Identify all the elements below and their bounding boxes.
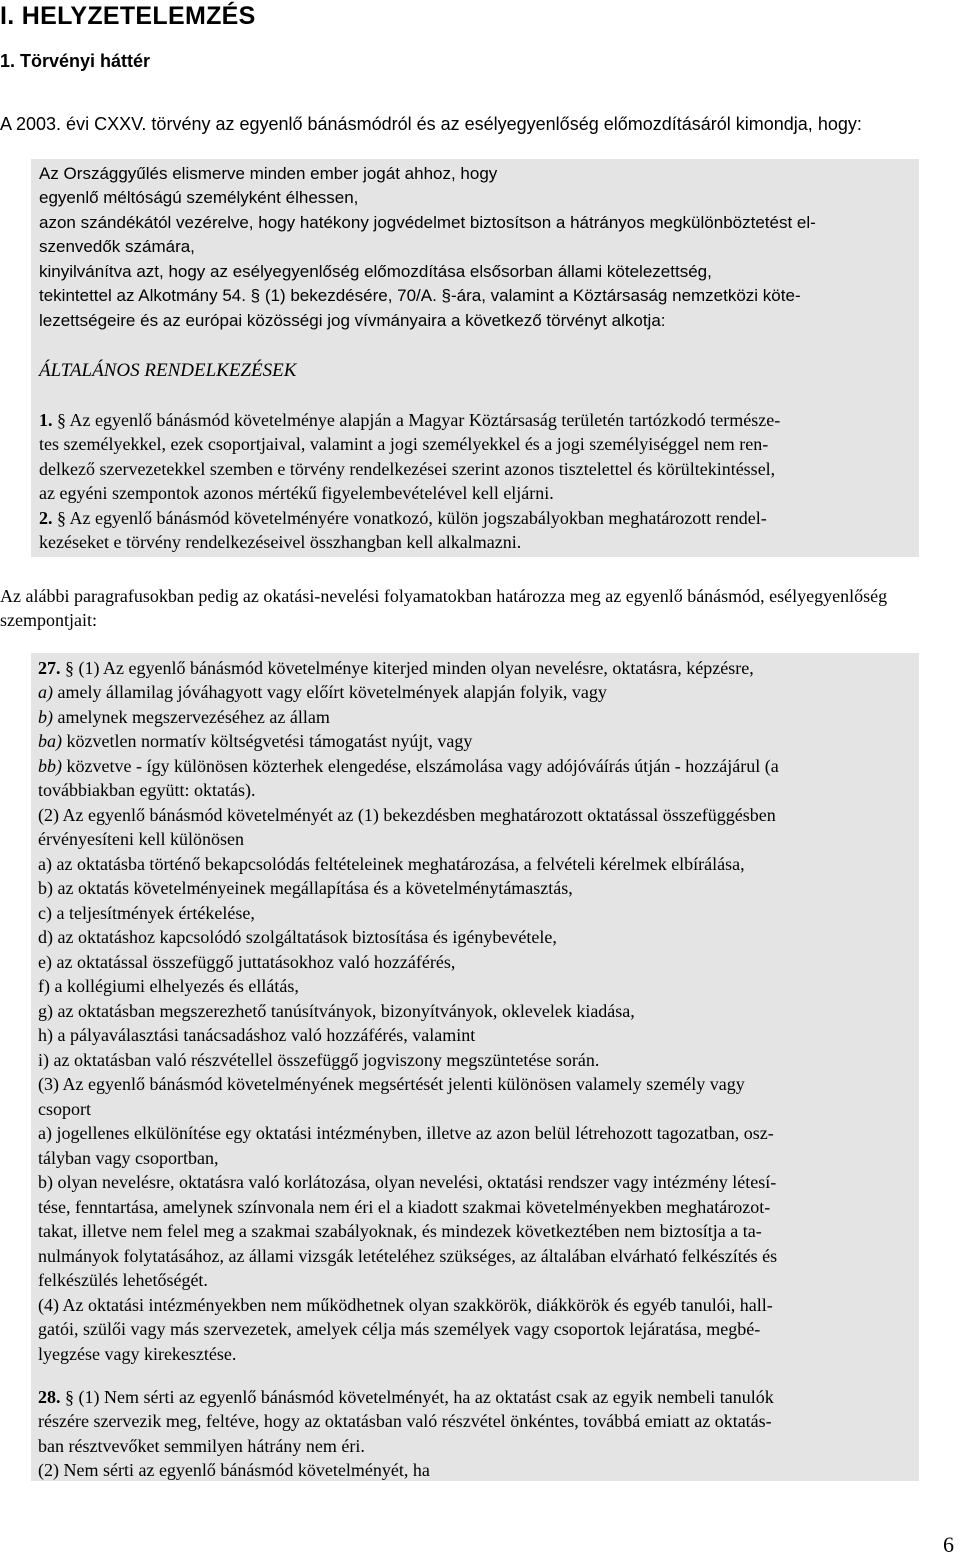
transition-paragraph: Az alábbi paragrafusokban pedig az okatási-nevelési folyamatokban határozza meg az egyenlő bánásmód, esélyegyenlőség szempontjait: xyxy=(0,586,888,630)
preamble-line: kinyilvánítva azt, hogy az esélyegyenlőség előmozdítása elsősorban állami kötelezettség, xyxy=(39,262,712,281)
preamble-line: tekintettel az Alkotmány 54. § (1) bekezdésére, 70/A. §-ára, valamint a Köztársaság nemzetközi köte- xyxy=(39,286,801,305)
item-text: amelynek megszervezéséhez az állam xyxy=(53,707,330,727)
page-heading: I. HELYZETELEMZÉS xyxy=(0,2,256,30)
text-line: c) a teljesítmények értékelése, xyxy=(38,903,255,923)
text-line: nulmányok folytatásához, az állami vizsgák letételéhez szükséges, az általában elvárható felkészítés és xyxy=(38,1246,778,1266)
text-line: (2) Az egyenlő bánásmód követelményét az (1) bekezdésben meghatározott oktatással összefüggésben xyxy=(38,805,776,825)
preamble-line: lezettségeire és az európai közösségi jog vívmányaira a következő törvényt alkotja: xyxy=(39,311,666,330)
paragraph-number: 2. xyxy=(39,508,53,528)
text-line: (3) Az egyenlő bánásmód követelményének megsértését jelenti különösen valamely személy vagy xyxy=(38,1074,745,1094)
text-line: a) jogellenes elkülönítése egy oktatási intézményben, illetve az azon belül létrehozott tagozatban, osz- xyxy=(38,1123,774,1143)
text-line: g) az oktatásban megszerezhető tanúsítványok, bizonyítványok, oklevelek kiadása, xyxy=(38,1001,635,1021)
text-line: d) az oktatáshoz kapcsolódó szolgáltatások biztosítása és igénybevétele, xyxy=(38,927,557,947)
paragraph-2-line: kezéseket e törvény rendelkezéseivel összhangban kell alkalmazni. xyxy=(39,532,522,552)
page-number: 6 xyxy=(943,1532,954,1557)
paragraph-1-line: tes személyekkel, ezek csoportjaival, valamint a jogi személyekkel és a jogi személyiséggel nem ren- xyxy=(39,434,769,454)
text-line: lyegzése vagy kirekesztése. xyxy=(38,1344,237,1364)
item-label: bb) xyxy=(38,756,62,776)
text-line: takat, illetve nem felel meg a szakmai szabályoknak, és mindezek következtében nem biztosítja a ta- xyxy=(38,1221,762,1241)
item-label: ba) xyxy=(38,731,62,751)
paragraph-28-line: részére szervezik meg, feltéve, hogy az oktatásban való részvétel önkéntes, továbbá emiatt az oktatás- xyxy=(38,1411,772,1431)
item-label: a) xyxy=(38,682,53,702)
paragraph-1-line: delkező szervezetekkel szemben e törvény rendelkezései szerint azonos tisztelettel és körültekintéssel, xyxy=(39,459,776,479)
list-item xyxy=(38,756,779,777)
paragraph-number: 28. xyxy=(38,1387,61,1407)
list-item xyxy=(38,682,607,703)
text-line: érvényesíteni kell különösen xyxy=(38,829,244,849)
law-excerpt-box-1 xyxy=(31,159,919,557)
preamble-line: szenvedők számára, xyxy=(39,237,195,256)
text-line: gatói, szülői vagy más szervezetek, amelyek célja más személyek vagy csoportok lejáratása, megbé- xyxy=(38,1319,761,1339)
preamble-line: Az Országgyűlés elismerve minden ember jogát ahhoz, hogy xyxy=(39,164,498,183)
intro-text: A 2003. évi CXXV. törvény az egyenlő bánásmódról és az esélyegyenlőség előmozdításáról kimondja, hogy: xyxy=(0,114,862,134)
paragraph-number: 1. xyxy=(39,410,53,430)
paragraph-1-line: az egyéni szempontok azonos mértékű figyelembevételével kell eljárni. xyxy=(39,483,554,503)
text-line: a) az oktatásba történő bekapcsolódás feltételeinek meghatározása, a felvételi kérelmek elbírálása, xyxy=(38,854,745,874)
item-label: b) xyxy=(38,707,53,727)
paragraph-text: (1) Az egyenlő bánásmód követelménye kiterjed minden olyan nevelésre, oktatásra, képzésre, xyxy=(74,658,754,678)
text-line: tályban vagy csoportban, xyxy=(38,1148,219,1168)
preamble-line: egyenlő méltóságú személyként élhessen, xyxy=(39,188,359,207)
preamble-line: azon szándékától vezérelve, hogy hatékony jogvédelmet biztosítson a hátrányos megkülönböztetést el- xyxy=(39,213,816,232)
section-sign: § xyxy=(57,410,66,430)
paragraph-1-line xyxy=(39,410,780,431)
item-text: amely államilag jóváhagyott vagy előírt követelmények alapján folyik, vagy xyxy=(53,682,607,702)
item-text: közvetlen normatív költségvetési támogatást nyújt, vagy xyxy=(62,731,473,751)
paragraph-28-line xyxy=(38,1387,774,1408)
section-sign: § xyxy=(65,658,74,678)
law-excerpt-box-2 xyxy=(31,653,919,1481)
paragraph-text: Az egyenlő bánásmód követelménye alapján a Magyar Köztársaság területén tartózkodó természe- xyxy=(66,410,781,430)
paragraph-text: Az egyenlő bánásmód követelményére vonatkozó, külön jogszabályokban meghatározott rendel- xyxy=(66,508,767,528)
item-text: közvetve - így különösen közterhek elengedése, elszámolása vagy adójóváírás útján - hozzájárul (a xyxy=(62,756,779,776)
text-line: b) az oktatás követelményeinek megállapítása és a követelménytámasztás, xyxy=(38,878,573,898)
paragraph-number: 27. xyxy=(38,658,61,678)
text-line: i) az oktatásban való részvétellel összefüggő jogviszony megszüntetése során. xyxy=(38,1050,600,1070)
text-line: b) olyan nevelésre, oktatásra való korlátozása, olyan nevelési, oktatási rendszer vagy intézmény létesí- xyxy=(38,1172,777,1192)
section-sign: § xyxy=(65,1387,74,1407)
section-subheading: 1. Törvényi háttér xyxy=(0,51,151,71)
text-line: h) a pályaválasztási tanácsadáshoz való hozzáférés, valamint xyxy=(38,1025,476,1045)
paragraph-2-line xyxy=(39,508,767,529)
paragraph-28-line: (2) Nem sérti az egyenlő bánásmód követelményét, ha xyxy=(38,1460,430,1480)
section-sign: § xyxy=(57,508,66,528)
paragraph-27-line xyxy=(38,658,754,679)
paragraph-28-line: ban résztvevőket semmilyen hátrány nem éri. xyxy=(38,1436,365,1456)
text-line: tése, fenntartása, amelynek színvonala nem éri el a kiadott szakmai követelményekben meghatározot- xyxy=(38,1197,771,1217)
general-provisions-title: ÁLTALÁNOS RENDELKEZÉSEK xyxy=(39,360,297,381)
paragraph-text: (1) Nem sérti az egyenlő bánásmód követelményét, ha az oktatást csak az egyik nembeli tanulók xyxy=(74,1387,774,1407)
text-line: felkészülés lehetőségét. xyxy=(38,1270,208,1290)
list-item xyxy=(38,707,330,728)
text-line: továbbiakban együtt: oktatás). xyxy=(38,780,256,800)
list-item xyxy=(38,731,472,752)
text-line: f) a kollégiumi elhelyezés és ellátás, xyxy=(38,976,299,996)
text-line: csoport xyxy=(38,1099,91,1119)
text-line: e) az oktatással összefüggő juttatásokhoz való hozzáférés, xyxy=(38,952,456,972)
text-line: (4) Az oktatási intézményekben nem működhetnek olyan szakkörök, diákkörök és egyéb tanulói, hall- xyxy=(38,1295,773,1315)
